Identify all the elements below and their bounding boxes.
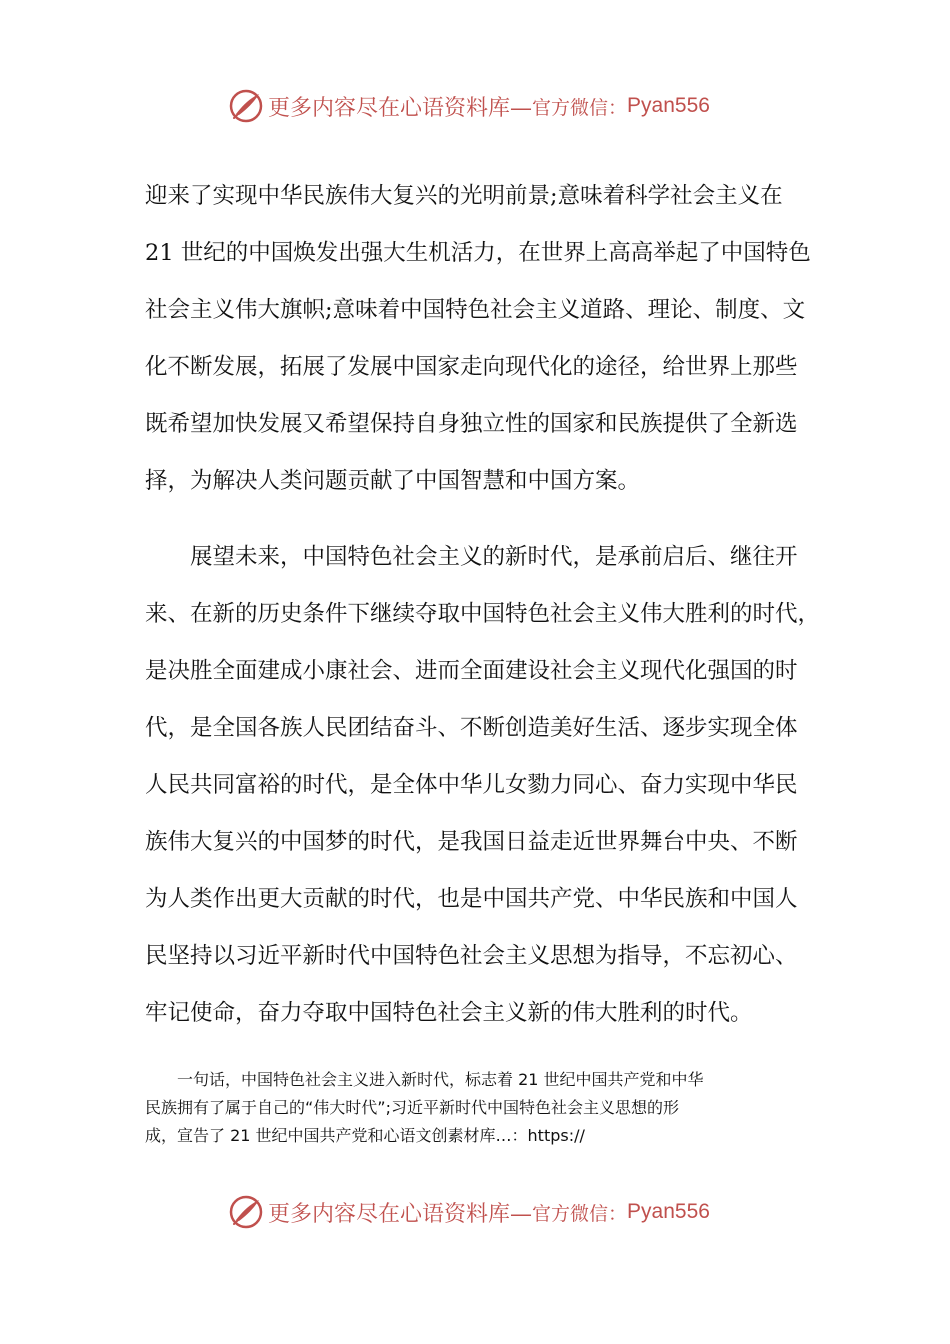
banner-wechat-label: 官方微信： bbox=[532, 96, 628, 119]
paragraph-line: 为人类作出更大贡献的时代，也是中国共产党、中华民族和中国人 bbox=[145, 886, 798, 912]
paragraph-2 bbox=[145, 529, 821, 1042]
paragraph-line: 代，是全国各族人民团结奋斗、不断创造美好生活、逐步实现全体 bbox=[145, 715, 798, 741]
summary-paragraph bbox=[145, 1066, 807, 1150]
paragraph-line: 是决胜全面建成小康社会、进而全面建设社会主义现代化强国的时 bbox=[145, 658, 798, 684]
banner-wechat-id: Pyan556 bbox=[627, 94, 710, 117]
paragraph-line: 社会主义伟大旗帜;意味着中国特色社会主义道路、理论、制度、文 bbox=[145, 297, 806, 323]
paragraph-line: 迎来了实现中华民族伟大复兴的光明前景;意味着科学社会主义在 bbox=[145, 183, 783, 209]
banner-wechat-id: Pyan556 bbox=[627, 1200, 710, 1223]
summary-line: 成，宣告了 21 世纪中国共产党和心语文创素材库…：https:// bbox=[145, 1126, 585, 1145]
paragraph-line: 化不断发展，拓展了发展中国家走向现代化的途径，给世界上那些 bbox=[145, 354, 798, 380]
paragraph-line: 既希望加快发展又希望保持自身独立性的国家和民族提供了全新选 bbox=[145, 411, 798, 437]
paragraph-line: 族伟大复兴的中国梦的时代，是我国日益走近世界舞台中央、不断 bbox=[145, 829, 798, 855]
summary-line: 民族拥有了属于自己的“伟大时代”;习近平新时代中国特色社会主义思想的形 bbox=[145, 1098, 679, 1117]
paragraph-line: 人民共同富裕的时代，是全体中华儿女勠力同心、奋力实现中华民 bbox=[145, 772, 798, 798]
paragraph-line: 择，为解决人类问题贡献了中国智慧和中国方案。 bbox=[145, 468, 641, 494]
quill-logo-icon bbox=[228, 1194, 264, 1230]
banner-wechat-label: 官方微信： bbox=[532, 1202, 628, 1225]
paragraph-line: 展望未来，中国特色社会主义的新时代，是承前启后、继往开 bbox=[145, 544, 798, 570]
header-banner bbox=[228, 86, 710, 126]
quill-logo-icon bbox=[228, 88, 264, 124]
paragraph-line: 21 世纪的中国焕发出强大生机活力，在世界上高高举起了中国特色 bbox=[145, 240, 811, 266]
paragraph-1 bbox=[145, 168, 811, 510]
banner-text: 更多内容尽在心语资料库— bbox=[268, 95, 533, 121]
summary-line: 一句话，中国特色社会主义进入新时代，标志着 21 世纪中国共产党和中华 bbox=[145, 1070, 704, 1089]
paragraph-line: 民坚持以习近平新时代中国特色社会主义思想为指导，不忘初心、 bbox=[145, 943, 798, 969]
paragraph-line: 来、在新的历史条件下继续夺取中国特色社会主义伟大胜利的时代， bbox=[145, 601, 821, 627]
footer-banner bbox=[228, 1192, 710, 1232]
banner-text: 更多内容尽在心语资料库— bbox=[268, 1201, 533, 1227]
paragraph-line: 牢记使命，奋力夺取中国特色社会主义新的伟大胜利的时代。 bbox=[145, 1000, 753, 1026]
